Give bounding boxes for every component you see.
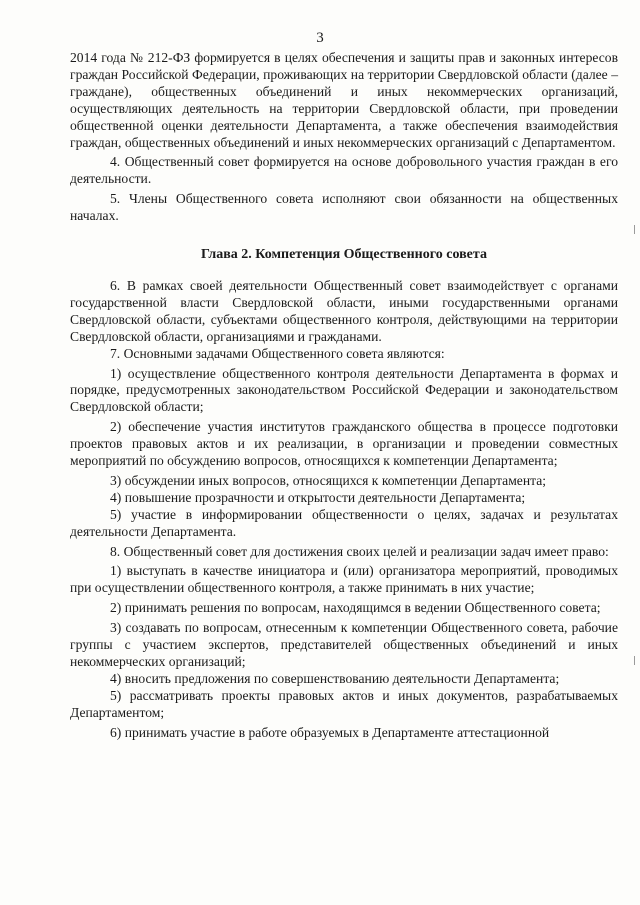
list-item: 4) повышение прозрачности и открытости деятельности Департамента;: [110, 489, 526, 505]
chapter-heading: Глава 2. Компетенция Общественного совета: [201, 247, 487, 263]
list-item: 3) обсуждении иных вопросов, относящихся к компетенции Департамента;: [110, 472, 547, 488]
paragraph: 6. В рамках своей деятельности Общественный совет взаимодействует с органами государственной власти Свердловской области, иными государственными органами Свердловской области, субъектами общественного контроля, действующими на территории Свердловской области, организациями и гражданами.: [70, 277, 618, 344]
list-item: 3) создавать по вопросам, отнесенным к компетенции Общественного совета, рабочие группы с участием экспертов, представителей общественных объединений и иных некоммерческих организаций;: [70, 620, 618, 669]
paragraph: 7. Основными задачами Общественного совета являются:: [110, 345, 445, 361]
list-item: 2) обеспечение участия институтов гражданского общества в процессе подготовки проектов правовых актов и их реализации, в организации и проведении совместных мероприятий по обсуждению вопросов, относящихся к компетенции Департамента;: [70, 419, 618, 469]
list-item: 4) вносить предложения по совершенствованию деятельности Департамента;: [110, 670, 560, 686]
paragraph: 8. Общественный совет для достижения своих целей и реализации задач имеет право:: [110, 543, 609, 559]
scan-margin-mark: [634, 225, 635, 234]
list-item: 5) рассматривать проекты правовых актов и иных документов, разрабатываемых Департаментом;: [70, 687, 618, 720]
list-item: 6) принимать участие в работе образуемых в Департаменте аттестационной: [110, 724, 550, 740]
list-item: 2) принимать решения по вопросам, находящимся в ведении Общественного совета;: [110, 600, 601, 616]
paragraph: 5. Члены Общественного совета исполняют свои обязанности на общественных началах.: [70, 191, 618, 224]
list-item: 5) участие в информировании общественности о целях, задачах и результатах деятельности Департамента.: [70, 506, 618, 539]
list-item: 1) осуществление общественного контроля деятельности Департамента в формах и порядке, предусмотренных законодательством Российской Федерации и законодательством Свердловской области;: [70, 365, 618, 415]
document-body: [70, 50, 618, 742]
paragraph: 2014 года № 212-ФЗ формируется в целях обеспечения и защиты прав и законных интересов граждан Российской Федерации, проживающих на территории Свердловской области (далее – граждане), общественных объединений и иных некоммерческих организаций, осуществляющих деятельность на территории Свердловской области, при проведении общественной оценки деятельности Департамента, а также обеспечения взаимодействия граждан, общественных объединений и иных некоммерческих организаций с Департаментом.: [70, 50, 618, 150]
page-number: 3: [316, 30, 324, 46]
scan-margin-mark: [634, 656, 635, 665]
paragraph: 4. Общественный совет формируется на основе добровольного участия граждан в его деятельности.: [70, 154, 618, 187]
list-item: 1) выступать в качестве инициатора и (или) организатора мероприятий, проводимых при осуществлении общественного контроля, а также принимать в них участие;: [70, 563, 618, 596]
